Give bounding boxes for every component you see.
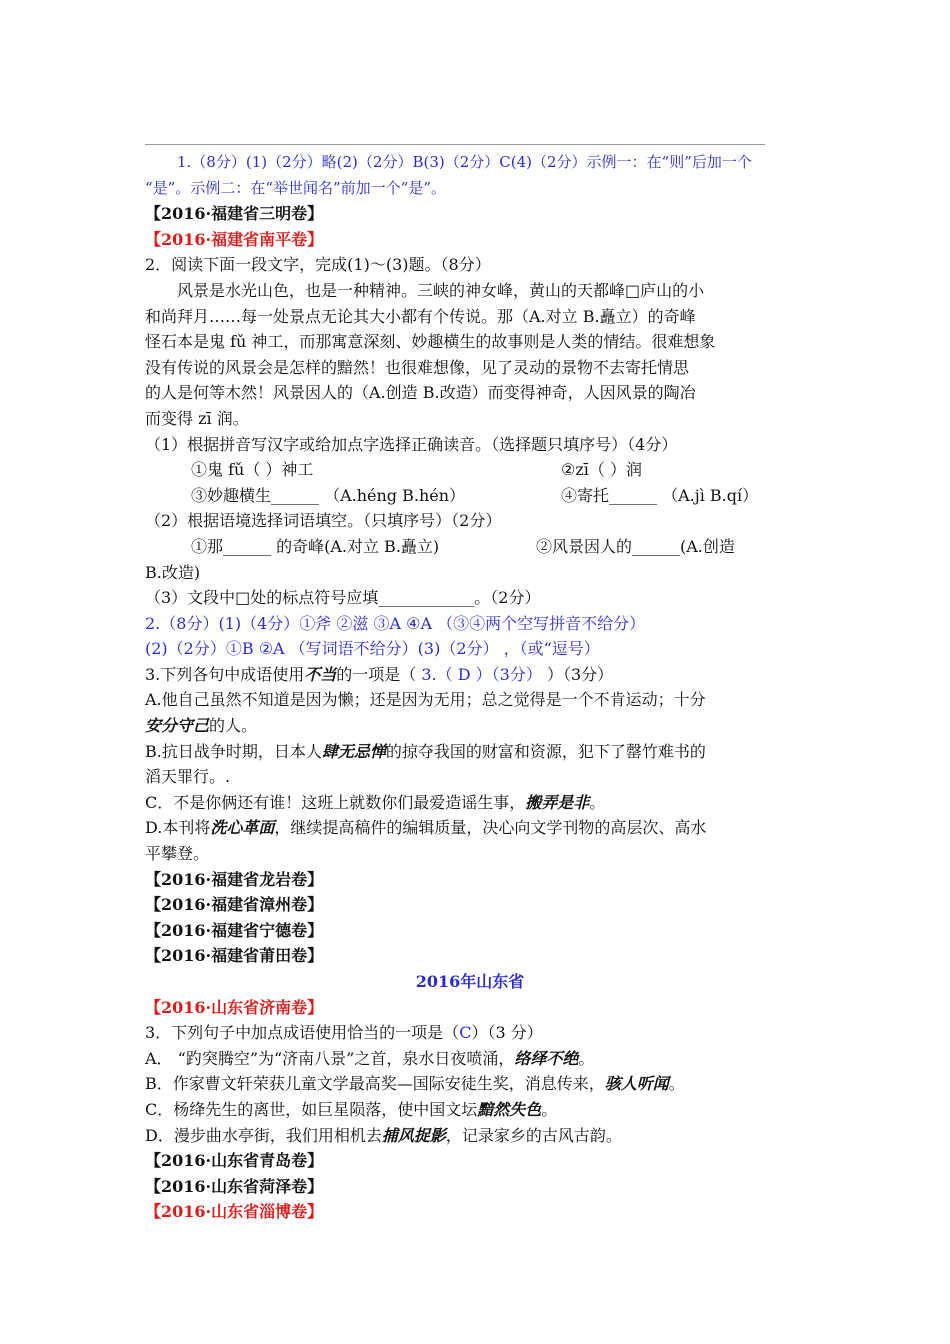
q3b-option-d — [145, 1123, 815, 1149]
q3-option-c-pre: C．不是你俩还有谁！这班上就数你们最爱造谣生事， — [145, 792, 526, 812]
q3b-option-c-pre: C．杨绛先生的离世，如巨星陨落，使中国文坛 — [145, 1099, 478, 1119]
q3b-option-a-pre: A． “趵突腾空”为“济南八景”之首，泉水日夜喷涌， — [145, 1048, 515, 1068]
header-sanming: 【2016·福建省三明卷】 — [145, 204, 324, 224]
q3b-option-b-post: 。 — [668, 1074, 685, 1094]
header-qingdao: 【2016·山东省青岛卷】 — [145, 1151, 324, 1171]
header-jinan: 【2016·山东省济南卷】 — [145, 997, 324, 1017]
q3b-option-b — [145, 1071, 815, 1097]
q3-stem-post: 的一项是（ — [336, 664, 417, 684]
header-zhangzhou: 【2016·福建省漳州卷】 — [145, 895, 324, 915]
q3-option-d-1 — [145, 815, 815, 841]
q2-passage-3: 怪石本是鬼 fǔ 神工，而那寓意深刻、妙趣横生的故事则是人类的情结。很难想象 — [145, 332, 716, 352]
q2-passage-2: 和尚拜月……每一处景点无论其大小都有个传说。那（A.对立 B.矗立）的奇峰 — [145, 306, 696, 326]
answer-1-line-1: 1.（8分）(1)（2分）略(2)（2分）B(3)（2分）C(4)（2分）示例一：在“则”后加一个 — [177, 153, 752, 171]
q3b-option-b-emph: 骇人听闻 — [604, 1074, 669, 1094]
q3-stem-answer: 3.（ D ）（3分） — [421, 664, 542, 684]
q3b-option-c-emph: 黯然失色 — [477, 1099, 542, 1119]
q2-sub1-b: ②zī（ ）润 — [561, 460, 642, 480]
q3-option-b-1 — [145, 739, 815, 765]
header-nanping: 【2016·福建省南平卷】 — [145, 229, 324, 249]
q3-stem-emph: 不当 — [304, 664, 337, 684]
q3b-answer: C — [459, 1023, 472, 1043]
answer-1-line-2: “是”。示例二：在“举世闻名”前加一个“是”。 — [145, 178, 447, 197]
q3-option-c-emph: 搬弄是非 — [525, 792, 590, 812]
q3-option-b-post: 的掠夺我国的财富和资源，犯下了罄竹难书的 — [385, 741, 706, 761]
q3b-option-c — [145, 1097, 815, 1123]
q3-option-a-emph: 安分守己 — [145, 716, 210, 736]
q2-sub1-a: ①鬼 fǔ（ ）神工 — [191, 460, 314, 480]
q3b-stem-end: ）（3 分） — [471, 1023, 543, 1043]
q3-option-b-emph: 肆无忌惮 — [321, 741, 386, 761]
q3b-option-a — [145, 1046, 815, 1072]
q3b-option-d-emph: 捕风捉影 — [381, 1125, 446, 1145]
q3-option-d-post: ，继续提高稿件的编辑质量，决心向文学刊物的高层次、高水 — [274, 818, 707, 838]
q3b-option-a-post: 。 — [578, 1048, 595, 1068]
q3-option-c-post: 。 — [589, 792, 606, 812]
document-page — [145, 150, 815, 1225]
q3-option-d-pre: D.本刊将 — [145, 818, 211, 838]
q3b-stem — [145, 1020, 815, 1046]
header-ningde: 【2016·福建省宁德卷】 — [145, 920, 324, 940]
q3-option-c — [145, 790, 815, 816]
q2-sub1-row2 — [145, 483, 815, 509]
q2-sub1-d: ④寄托______ （A.jì B.qí） — [561, 485, 759, 505]
q3-option-a-post: 的人。 — [209, 716, 258, 736]
q2-sub2-c: B.改造) — [145, 562, 201, 582]
q2-title: 2．阅读下面一段文字，完成(1)～(3)题。（8分） — [145, 255, 491, 275]
header-heze: 【2016·山东省菏泽卷】 — [145, 1176, 324, 1196]
q3-stem — [145, 662, 815, 688]
q2-sub1-c: ③妙趣横生______ （A.héng B.hén） — [191, 485, 466, 505]
q3b-stem-text: 3．下列句子中加点成语使用恰当的一项是（ — [145, 1023, 460, 1043]
q3-stem-end: ）（3分） — [546, 664, 614, 684]
q3-option-a-1: A.他自己虽然不知道是因为懒；还是因为无用；总之觉得是一个不肯运动；十分 — [145, 690, 706, 710]
q3-option-d-2: 平攀登。 — [145, 844, 210, 864]
q3-option-a-2 — [145, 713, 815, 739]
q3-option-d-emph: 洗心革面 — [210, 818, 275, 838]
q2-sub2: （2）根据语境选择词语填空。（只填序号）（2分） — [145, 511, 502, 531]
q2-sub1-row1 — [145, 457, 815, 483]
header-putian: 【2016·福建省莆田卷】 — [145, 946, 324, 966]
q2-passage-5: 的人是何等木然！风景因人的（A.创造 B.改造）而变得神奇，人因风景的陶冶 — [145, 383, 696, 403]
q2-sub2-a: ①那______ 的奇峰(A.对立 B.矗立) — [191, 536, 440, 556]
q2-answer-2: (2)（2分）①B ②A （写词语不给分）(3)（2分） ，（或“逗号） — [145, 639, 600, 659]
q3b-option-a-emph: 络绎不绝 — [514, 1048, 579, 1068]
q2-sub1: （1）根据拼音写汉字或给加点字选择正确读音。（选择题只填序号）（4分） — [145, 434, 678, 454]
q3-option-b-pre: B.抗日战争时期，日本人 — [145, 741, 322, 761]
q2-passage-6: 而变得 zī 润。 — [145, 408, 249, 428]
header-longyan: 【2016·福建省龙岩卷】 — [145, 869, 324, 889]
q3-stem-pre: 3.下列各句中成语使用 — [145, 664, 305, 684]
q2-sub2-b: ②风景因人的______(A.创造 — [536, 536, 735, 556]
q2-passage-1: 风景是水光山色，也是一种精神。三峡的神女峰，黄山的天都峰□庐山的小 — [177, 280, 705, 300]
section-title-shandong: 2016年山东省 — [415, 972, 525, 991]
header-rule — [145, 144, 765, 145]
q2-passage-4: 没有传说的风景会是怎样的黯然！也很难想像，见了灵动的景物不去寄托情思 — [145, 357, 690, 377]
q2-sub3: （3）文段中□处的标点符号应填____________。（2分） — [145, 588, 541, 608]
q3b-option-d-pre: D．漫步曲水亭街，我们用相机去 — [145, 1125, 382, 1145]
header-zibo: 【2016·山东省淄博卷】 — [145, 1202, 324, 1222]
q3b-option-d-post: ，记录家乡的古风古韵。 — [445, 1125, 622, 1145]
q2-sub2-row — [145, 534, 815, 560]
q3b-option-c-post: 。 — [541, 1099, 558, 1119]
q2-answer-1: 2.（8分）(1)（4分）①斧 ②滋 ③A ④A （③④两个空写拼音不给分） — [145, 613, 646, 633]
q3-option-b-2: 滔天罪行。. — [145, 767, 231, 787]
q3b-option-b-pre: B．作家曹文轩荣获儿童文学最高奖—国际安徒生奖，消息传来， — [145, 1074, 605, 1094]
